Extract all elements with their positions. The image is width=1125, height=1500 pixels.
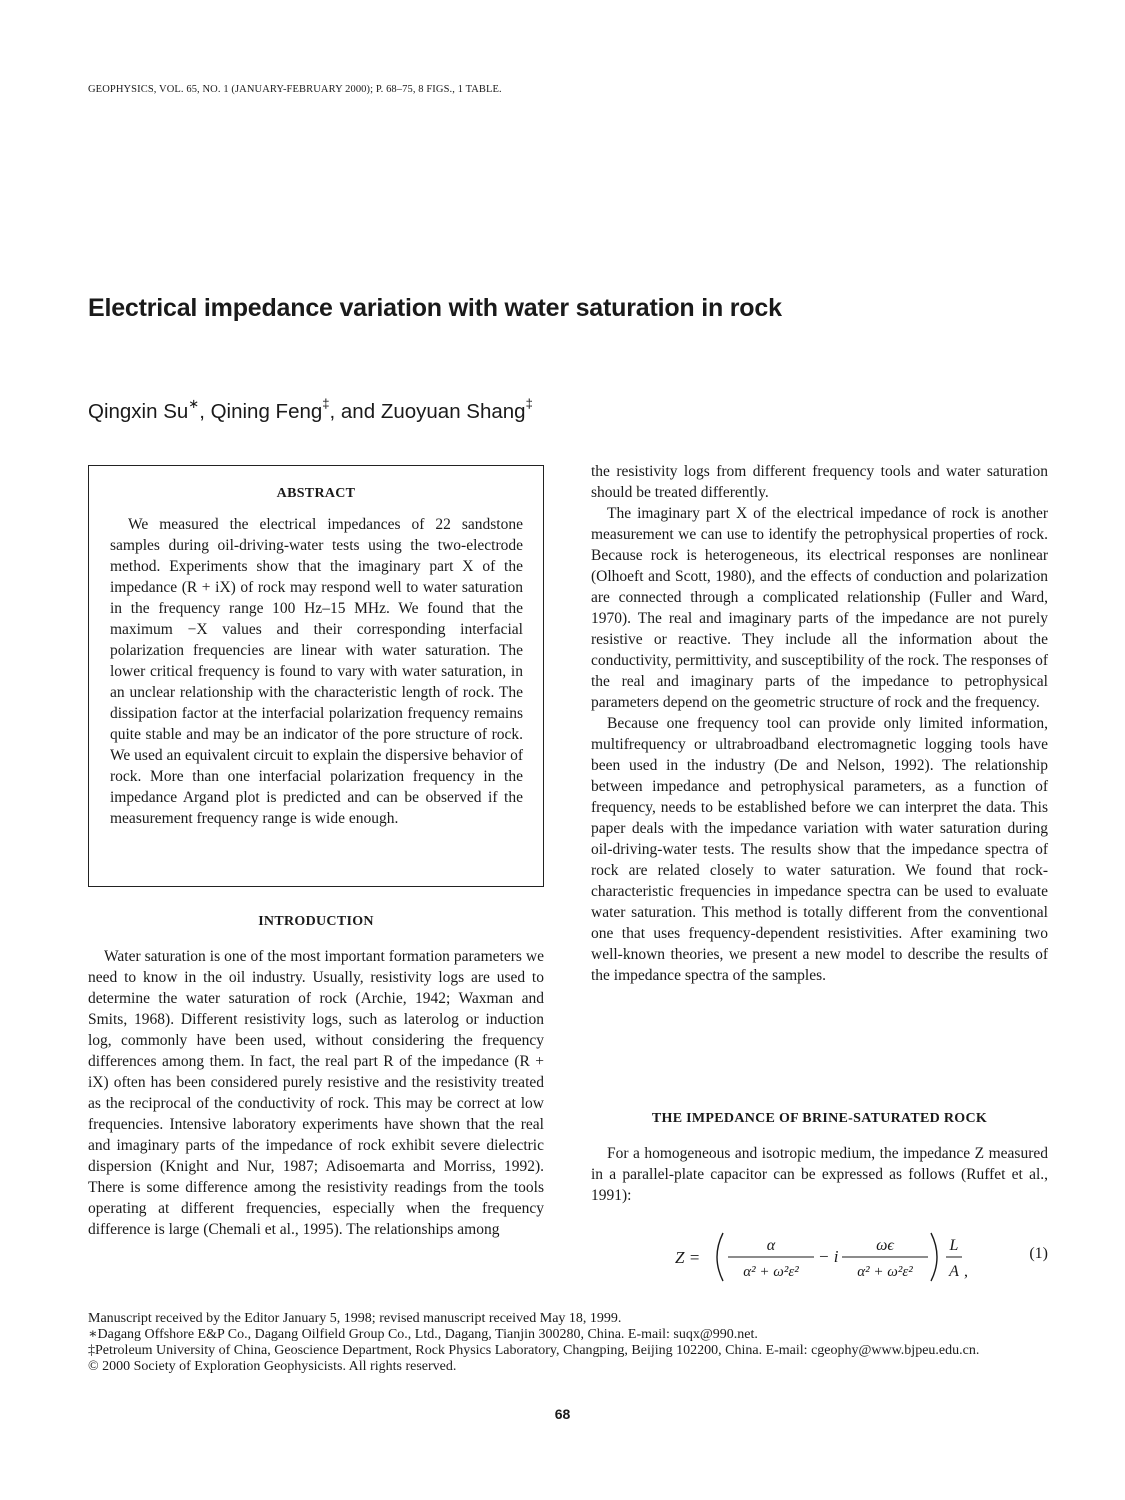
- footnote: ∗Dagang Offshore E&P Co., Dagang Oilfield Group Co., Ltd., Dagang, Tianjin 300280, China. E-mail: suqx@990.net.: [88, 1327, 758, 1342]
- fraction-numerator: ωϵ: [876, 1237, 894, 1254]
- equation-comma: ,: [964, 1263, 968, 1280]
- fraction-numerator: L: [949, 1237, 959, 1254]
- affiliation-mark: ∗: [188, 396, 200, 411]
- footnote: Manuscript received by the Editor January 5, 1998; revised manuscript received May 18, 1999.: [88, 1311, 622, 1326]
- footnotes: [88, 1311, 1048, 1375]
- body-paragraph: Because one frequency tool can provide only limited information, multifrequency or ultrabroadband electromagnetic logging tools have been used in the industry (De and Nelson, 1992). The relationship between impedance and petrophysical parameters, as a function of frequency, needs to be established before we can interpret the data. This paper deals with the impedance variation with water saturation during oil-driving-water tests. The results show that the impedance spectra of rock are related closely to water saturation. We found that rock-characteristic frequencies in impedance spectra can be used to evaluate water saturation. This method is totally different from the conventional one that uses frequency-dependent resistivities. After examining two well-known theories, we present a new model to describe the results of the impedance spectra of the samples.: [591, 715, 1048, 984]
- minus-i: − i: [818, 1247, 839, 1266]
- equation-lhs: Z =: [675, 1248, 701, 1267]
- affiliation-mark: ‡: [525, 396, 533, 411]
- article-title: Electrical impedance variation with water saturation in rock: [88, 294, 782, 322]
- author-separator: ,: [199, 399, 211, 423]
- copyright-notice: © 2000 Society of Exploration Geophysicists. All rights reserved.: [88, 1359, 457, 1374]
- equation-number: (1): [1029, 1245, 1048, 1262]
- right-column: [591, 461, 1048, 986]
- affiliation-mark: ‡: [322, 396, 330, 411]
- author-name: Zuoyuan Shang: [380, 399, 526, 423]
- left-paren: [717, 1233, 723, 1281]
- author-separator: , and: [329, 399, 381, 423]
- footnote: ‡Petroleum University of China, Geoscience Department, Rock Physics Laboratory, Changping, Beijing 102200, China. E-mail: cgeophy@www.bjpeu.edu.cn.: [88, 1343, 980, 1358]
- fraction-denominator: A: [949, 1263, 959, 1280]
- body-paragraph: The imaginary part X of the electrical impedance of rock is another measurement we can use to identify the petrophysical properties of rock. Because rock is heterogeneous, its electrical responses are nonlinear (Olhoeft and Scott, 1980), and the effects of conduction and polarization are connected through a complicated relationship (Fuller and Ward, 1970). The real and imaginary parts of the impedance are not purely resistive or reactive. They include all the information about the conductivity, permittivity, and susceptibility of the rock. The responses of the real and imaginary parts of the impedance to petrophysical parameters depend on the geometric structure of rock and the frequency.: [591, 505, 1048, 711]
- body-paragraph: the resistivity logs from different frequency tools and water saturation should be treated differently.: [591, 463, 1048, 501]
- fraction-numerator: α: [766, 1237, 776, 1254]
- running-head: GEOPHYSICS, VOL. 65, NO. 1 (JANUARY-FEBRUARY 2000); P. 68–75, 8 FIGS., 1 TABLE.: [88, 84, 502, 95]
- introduction-text: Water saturation is one of the most important formation parameters we need to know in the oil industry. Usually, resistivity logs are used to determine the water saturation of rock (Archie, 1942; Waxman and Smits, 1968). Different resistivity logs, such as laterolog or induction log, commonly have been used, without considering the frequency differences among them. In fact, the real part R of the impedance (R + iX) often has been considered purely resistive and the resistivity treated as the reciprocal of the conductivity of rock. This may be correct at low frequencies. Intensive laboratory experiments have shown that the real and imaginary parts of the impedance of rock exhibit severe dielectric dispersion (Knight and Nur, 1987; Adisoemarta and Morriss, 1992). There is some difference among the resistivity readings from the tools operating at different frequencies, especially when the frequency difference is large (Chemali et al., 1995). The relationships among: [88, 948, 544, 1238]
- right-paren: [931, 1233, 937, 1281]
- abstract-box: [88, 465, 544, 887]
- impedance-section-heading: THE IMPEDANCE OF BRINE-SATURATED ROCK: [651, 1111, 988, 1126]
- abstract-heading: ABSTRACT: [276, 486, 356, 501]
- author-name: Qining Feng: [210, 399, 323, 423]
- author-list: [88, 398, 533, 424]
- equation-1: [591, 1230, 1048, 1284]
- page-number: 68: [554, 1406, 571, 1422]
- fraction-denominator: α² + ω²ε²: [857, 1264, 913, 1280]
- abstract-text: We measured the electrical impedances of 22 sandstone samples during oil-driving-water tests using the two-electrode method. Experiments show that the imaginary part X of the impedance (R + iX) of rock may respond well to water saturation in the frequency range 100 Hz–15 MHz. We found that the maximum −X values and their corresponding interfacial polarization frequencies are linear with water saturation. The lower critical frequency is found to vary with water saturation, in an unclear relationship with the characteristic length of rock. The dissipation factor at the interfacial polarization frequency remains quite stable and may be an indicator of the pore structure of rock. We used an equivalent circuit to explain the dispersive behavior of rock. More than one interfacial polarization frequency in the impedance Argand plot is predicted and can be observed if the measurement frequency range is wide enough.: [110, 516, 523, 827]
- impedance-section-text: For a homogeneous and isotropic medium, the impedance Z measured in a parallel-plate capacitor can be expressed as follows (Ruffet et al., 1991):: [591, 1145, 1048, 1204]
- equation-body: [675, 1230, 975, 1284]
- introduction-heading: INTRODUCTION: [258, 914, 374, 929]
- author-name: Qingxin Su: [88, 399, 189, 423]
- fraction-denominator: α² + ω²ε²: [743, 1264, 799, 1280]
